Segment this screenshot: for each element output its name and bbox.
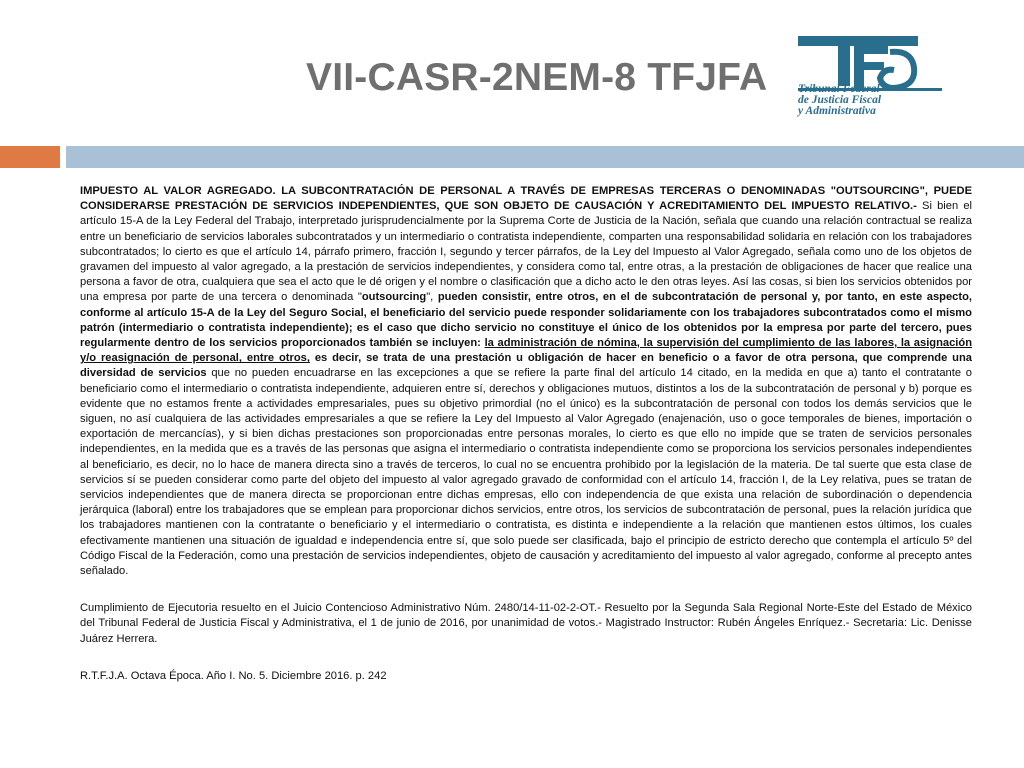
thesis-underlined: la administración de nómina, la supervisión del cumplimiento de las labores, la asignación y/o reasignación de personal, entre otros, [80,337,973,365]
accent-bar-blue [66,146,1024,168]
thesis-text-1: Si bien el artículo 15-A de la Ley Federal del Trabajo, interpretado jurisprudencialmente por la Suprema Corte de Justicia de la Nación, señala que cuando una relación contractual se realiza entre un beneficiario de servicios laborales subcontratados y un intermediario o contratista independiente, comparten una responsabilidad solidaria en relación con los trabajadores subcontratados; lo cierto es que el artículo 14, párrafo primero, fracción I, segundo y tercer párrafos, de la Ley del Impuesto al Valor Agregado, señala como uno de los objetos de gravamen del impuesto al valor agregado, a la prestación de servicios independientes, y considera como tal, entre otras, a la prestación de obligaciones de hacer que realice una persona a favor de otra, cualquiera que sea el acto que le dé origen y el nombre o clasificación que a dicho acto le den otras leyes. Así las cosas, si bien los servicios obtenidos por una empresa por parte de una tercera o denominada " [80,200,972,304]
logo-line-1: Tribunal Federal [798,83,880,95]
thesis-outsourcing-term: outsourcing [361,291,427,304]
precedent-paragraph: Cumplimiento de Ejecutoria resuelto en el Juicio Contencioso Administrativo Núm. 2480/14-11-02-2-OT.- Resuelto por la Segunda Sala Regional Norte-Este del Estado de México del Tribunal Federal de Justicia Fiscal y Administrativa, el 1 de junio de 2016, por unanimidad de votos.- Magistrado Instructor: Rubén Ángeles Enríquez.- Secretaria: Lic. Denisse Juárez Herrera. [80,602,972,645]
thesis-bold-1: pueden consistir, entre otros, en el de subcontratación de personal y, por tanto, en este aspecto, conforme al artículo 15-A de la Ley del Seguro Social, el beneficiario del servicio puede responder solidariamente con los trabajadores subcontratados como el mismo patrón (intermediario o contratista independiente); es el caso que dicho servicio no constituye el único de los obtenidos por la empresa por parte del tercero, pues regularmente dentro de los servicios proporcionados también se incluyen: [80,291,972,350]
thesis-heading: IMPUESTO AL VALOR AGREGADO. LA SUBCONTRATACIÓN DE PERSONAL A TRAVÉS DE EMPRESAS TERCERAS O DENOMINADAS "OUTSOURCING", PUEDE CONSIDERARSE PRESTACIÓN DE SERVICIOS INDEPENDIENTES, QUE SON OBJETO DE CAUSACIÓN Y ACREDITAMIENTO DEL IMPUESTO RELATIVO.- [80,185,972,213]
thesis-paragraph [80,184,972,579]
slide-title: VII-CASR-2NEM-8 TFJFA [306,56,768,99]
citation-paragraph: R.T.F.J.A. Octava Época. Año I. No. 5. Diciembre 2016. p. 242 [80,669,387,682]
logo-line-2: de Justicia Fiscal [798,94,882,106]
logo-line-3: y Administrativa [798,105,876,117]
thesis-text-3: que no pueden encuadrarse en las excepciones a que se refiere la parte final del artículo 14 citado, en la medida en que a) tanto el contratante o beneficiario como el intermediario o contratista independiente, adquieren entre sí, derechos y obligaciones mutuos, distintos a los de la subcontratación de personal y b) porque es evidente que no estamos frente a actividades empresariales, pues su objetivo primordial (no el único) es la subcontratación de personal con todos los demás servicios que le siguen, no así cualquiera de las actividades empresariales a que se refiere la Ley del Impuesto al Valor Agregado (enajenación, uso o goce temporales de bienes, importación o exportación de mercancías), y si bien dichas prestaciones son proporcionadas entre personas morales, lo cierto es que ello no impide que se traten de servicios personales independientes, en la medida que es a través de las personas que asigna el intermediario o contratista independiente como se proporciona los servicios personales independientes al beneficiario, es decir, no lo hace de manera directa sino a través de terceros, lo cual no se encuentra prohibido por la legislación de la materia. De tal suerte que esta clase de servicios sí se pueden considerar como parte del objeto del impuesto al valor agregado gravado de conformidad con el artículo 14, fracción I, de la Ley relativa, pues se tratan de servicios independientes que de manera directa se proporcionan entre dichas empresas, ello con independencia de que exista una relación de subordinación o dependencia jerárquica (laboral) entre los trabajadores que se emplean para proporcionar dichos servicios, entre otros, los servicios de subcontratación de personal, pues la relación jurídica que los trabajadores mantienen con la contratante o beneficiario y el intermediario o contratista, es distinta e independiente a la relación que mantienen estos últimos, los cuales efectivamente mantienen una situación de igualdad e independencia entre sí, que solo puede ser clasificada, bajo el principio de estricto derecho que contempla el artículo 5º del Código Fiscal de la Federación, como una prestación de servicios independientes, objeto de causación y acreditamiento del impuesto al valor agregado, conforme al precepto antes señalado. [80,367,973,578]
accent-bar-orange [0,146,60,168]
slide-body [80,184,972,684]
tfjfa-logo [784,24,946,120]
logo-text [798,84,946,117]
thesis-text-2: ", [426,291,438,304]
thesis-bold-2: es decir, se trata de una prestación u obligación de hacer en beneficio o a favor de otra persona, que comprende una diversidad de servicios [80,352,972,380]
